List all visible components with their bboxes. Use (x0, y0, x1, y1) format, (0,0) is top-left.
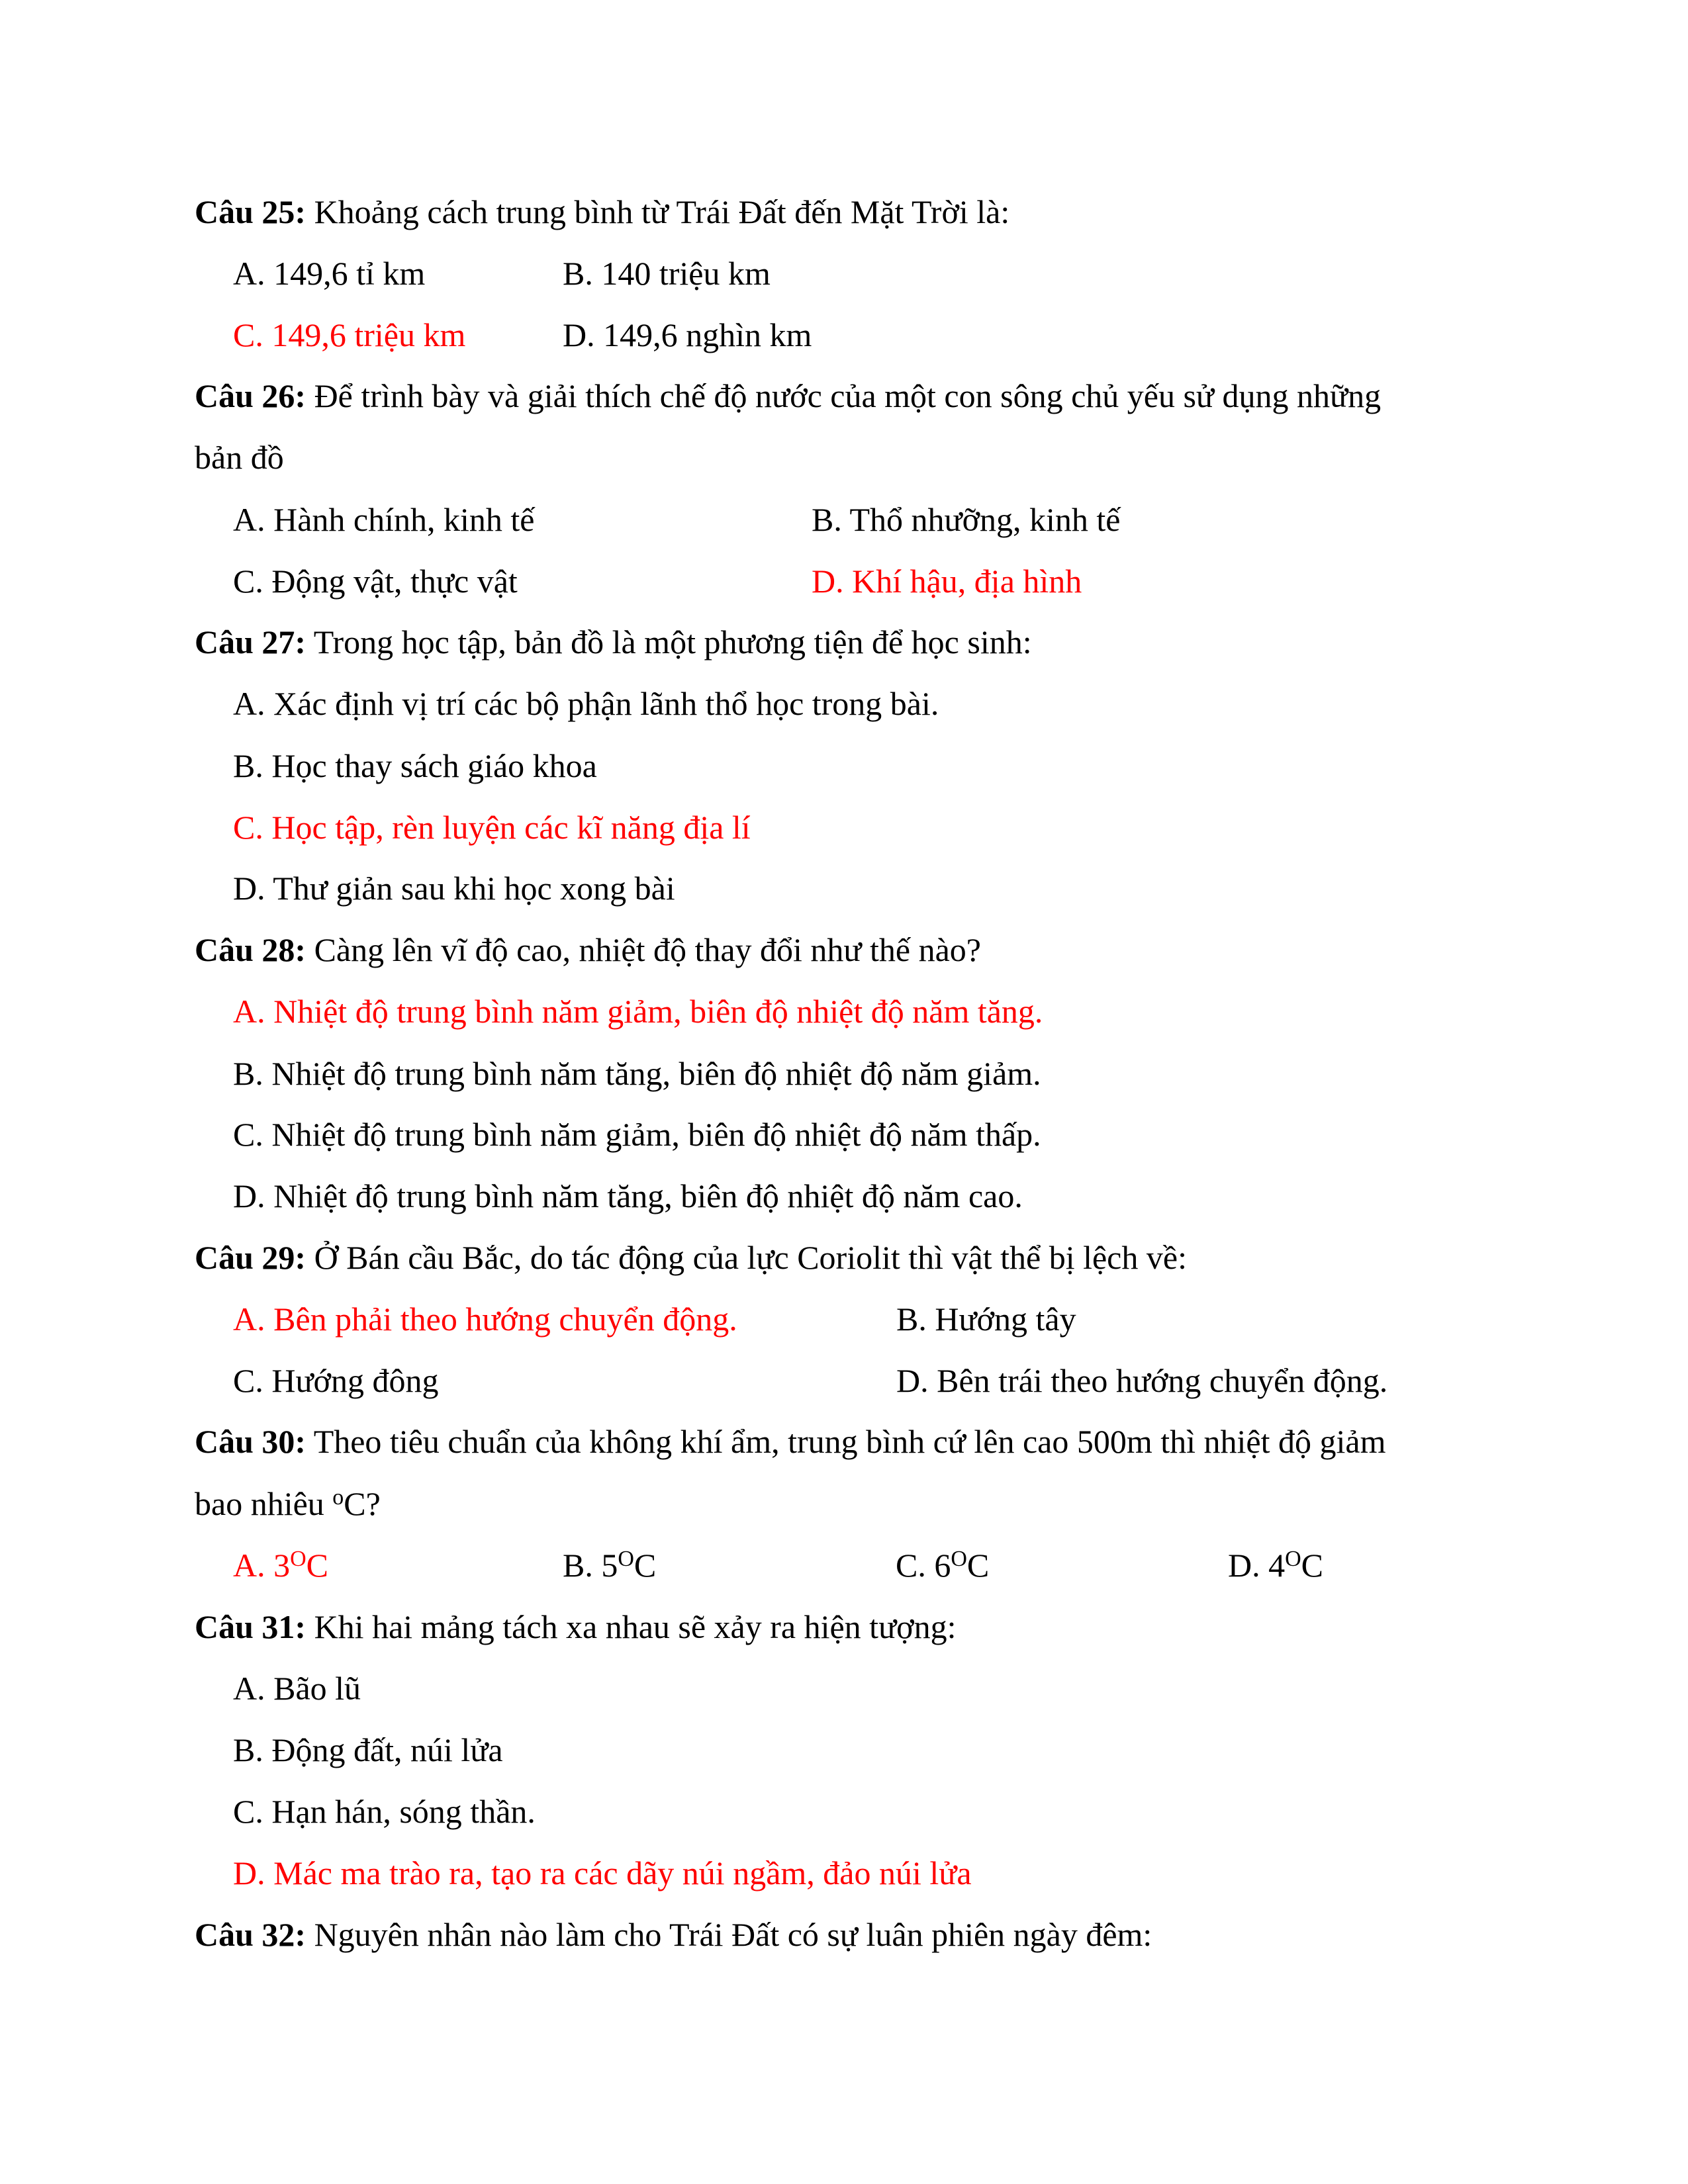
question-27 (195, 622, 1032, 662)
question-text: Càng lên vĩ độ cao, nhiệt độ thay đổi như thế nào? (314, 931, 981, 968)
option-value: B. 5 (563, 1547, 618, 1584)
question-number: Câu 31: (195, 1608, 306, 1645)
q26-option-c: C. Động vật, thực vật (233, 563, 518, 600)
q31-option-d-answer: D. Mác ma trào ra, tạo ra các dãy núi ngầm, đảo núi lửa (233, 1854, 972, 1891)
question-32 (195, 1915, 1152, 1954)
question-number: Câu 29: (195, 1239, 306, 1276)
q26-option-b: B. Thổ nhưỡng, kinh tế (812, 501, 1121, 538)
question-26-continuation: bản đồ (195, 439, 284, 476)
question-text: Theo tiêu chuẩn của không khí ẩm, trung bình cứ lên cao 500m thì nhiệt độ giảm (313, 1423, 1386, 1460)
question-text: Khi hai mảng tách xa nhau sẽ xảy ra hiện tượng: (314, 1608, 957, 1645)
question-number: Câu 28: (195, 931, 306, 968)
q31-option-b: B. Động đất, núi lửa (233, 1731, 503, 1768)
q30-option-c (896, 1545, 989, 1585)
question-text: Ở Bán cầu Bắc, do tác động của lực Coriolit thì vật thể bị lệch về: (314, 1239, 1187, 1276)
option-value: D. 4 (1228, 1547, 1286, 1584)
q27-option-d: D. Thư giản sau khi học xong bài (233, 870, 675, 907)
q30-option-a-answer (233, 1545, 328, 1585)
option-unit: C (633, 1547, 657, 1584)
question-text: Nguyên nhân nào làm cho Trái Đất có sự luân phiên ngày đêm: (314, 1916, 1152, 1953)
question-text: Khoảng cách trung bình từ Trái Đất đến Mặt Trời là: (314, 193, 1010, 230)
question-25 (195, 192, 1009, 232)
q25-option-c-answer: C. 149,6 triệu km (233, 316, 466, 353)
q26-option-d-answer: D. Khí hậu, địa hình (812, 563, 1082, 600)
question-text: Trong học tập, bản đồ là một phương tiện để học sinh: (313, 623, 1032, 660)
question-number: Câu 27: (195, 623, 306, 660)
option-value: A. 3 (233, 1547, 291, 1584)
q26-option-a: A. Hành chính, kinh tế (233, 501, 535, 538)
cont-text: bao nhiêu (195, 1485, 333, 1522)
option-unit: C (966, 1547, 990, 1584)
question-number: Câu 32: (195, 1916, 306, 1953)
option-unit: C (1301, 1547, 1324, 1584)
question-31 (195, 1607, 957, 1647)
cont-unit: C? (344, 1485, 381, 1522)
q29-option-c: C. Hướng đông (233, 1362, 439, 1399)
q25-option-a: A. 149,6 tỉ km (233, 255, 426, 292)
option-unit: C (306, 1547, 329, 1584)
question-26 (195, 376, 1381, 416)
degree-sup: O (951, 1547, 967, 1571)
degree-sup: O (290, 1547, 306, 1571)
q27-option-b: B. Học thay sách giáo khoa (233, 747, 597, 784)
q28-option-c: C. Nhiệt độ trung bình năm giảm, biên độ nhiệt độ năm thấp. (233, 1116, 1041, 1153)
question-28 (195, 930, 981, 970)
degree-sup: o (332, 1485, 344, 1510)
question-29 (195, 1238, 1187, 1277)
q25-option-d: D. 149,6 nghìn km (563, 316, 812, 353)
q28-option-d: D. Nhiệt độ trung bình năm tăng, biên độ nhiệt độ năm cao. (233, 1177, 1023, 1214)
q28-option-a-answer: A. Nhiệt độ trung bình năm giảm, biên độ nhiệt độ năm tăng. (233, 993, 1043, 1030)
question-text: Để trình bày và giải thích chế độ nước của một con sông chủ yếu sử dụng những (314, 377, 1382, 414)
q29-option-d: D. Bên trái theo hướng chuyển động. (896, 1362, 1388, 1399)
q25-option-b: B. 140 triệu km (563, 255, 771, 292)
q27-option-c-answer: C. Học tập, rèn luyện các kĩ năng địa lí (233, 809, 751, 846)
q28-option-b: B. Nhiệt độ trung bình năm tăng, biên độ nhiệt độ năm giảm. (233, 1055, 1041, 1092)
q29-option-a-answer: A. Bên phải theo hướng chuyển động. (233, 1300, 737, 1338)
q27-option-a: A. Xác định vị trí các bộ phận lãnh thổ học trong bài. (233, 685, 939, 722)
question-30-continuation (195, 1484, 381, 1524)
question-number: Câu 25: (195, 193, 306, 230)
q31-option-a: A. Bão lũ (233, 1670, 361, 1707)
q30-option-b (563, 1545, 656, 1585)
question-number: Câu 26: (195, 377, 306, 414)
degree-sup: O (1285, 1547, 1301, 1571)
question-number: Câu 30: (195, 1423, 306, 1460)
q29-option-b: B. Hướng tây (896, 1300, 1076, 1338)
q31-option-c: C. Hạn hán, sóng thần. (233, 1793, 536, 1830)
question-30 (195, 1422, 1385, 1461)
q30-option-d (1228, 1545, 1323, 1585)
option-value: C. 6 (896, 1547, 951, 1584)
degree-sup: O (618, 1547, 634, 1571)
